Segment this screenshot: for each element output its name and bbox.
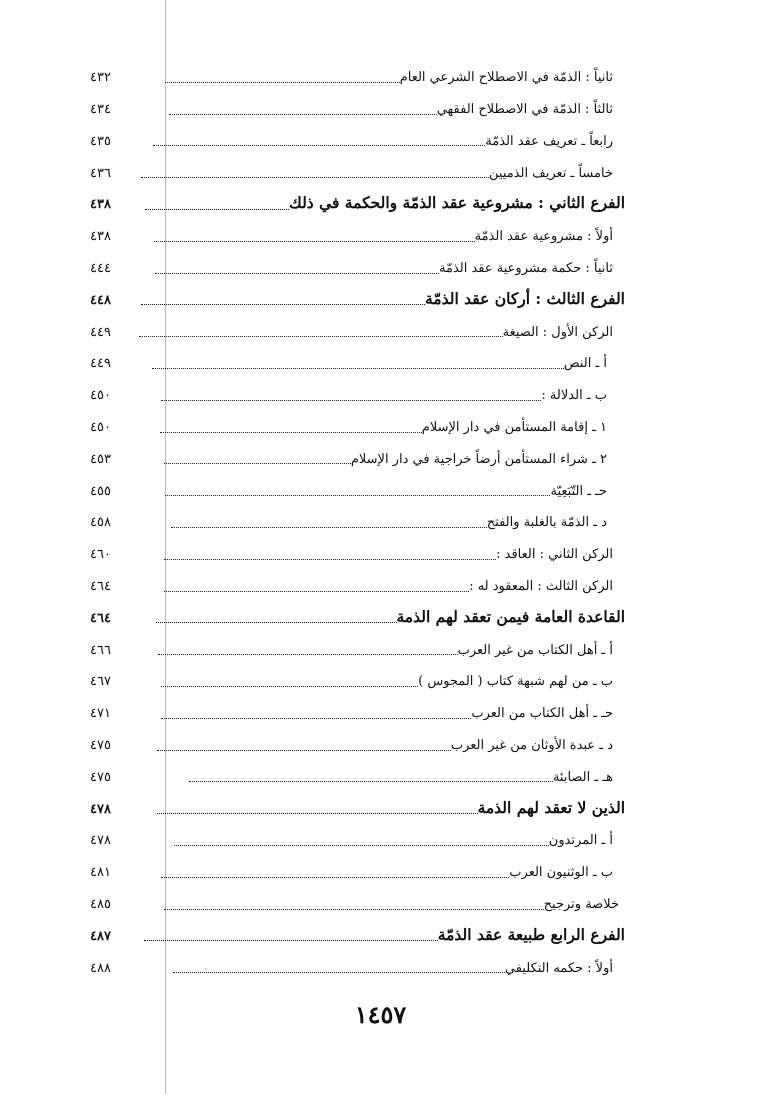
toc-entry-title: خلاصة وترجيح [543,896,619,912]
toc-leader-dots [173,972,505,973]
toc-leader-dots [164,591,469,592]
toc-entry-title: ب ـ من لهم شبهة كتاب ( المجوس ) [418,674,613,690]
toc-entry [90,60,625,92]
toc-entry [90,601,625,633]
toc-entry-page: ٤٣٨ [90,197,111,213]
toc-entry-title: الفرع الثالث : أركان عقد الذمّة [424,288,625,308]
toc-leader-dots [160,432,422,433]
toc-entry-title: حـ ـ أهل الكتاب من العرب [471,706,613,722]
toc-entry-page: ٤٣٢ [90,70,111,86]
toc-leader-dots [161,877,509,878]
toc-entry-title: ١ ـ إقامة المستأمن في دار الإسلام [421,419,607,435]
toc-entry-title: الركن الأول : الصيغة [502,324,613,340]
toc-entry-page: ٤٧٨ [90,801,111,817]
toc-entry-page: ٤٥٨ [90,515,111,531]
toc-leader-dots [161,400,541,401]
toc-entry [90,505,625,537]
toc-leader-dots [141,177,489,178]
toc-entry-page: ٤٥٥ [90,483,111,499]
toc-leader-dots [161,686,418,687]
toc-entry-title: الفرع الرابع طبيعة عقد الذمّة [437,924,625,944]
toc-entry [90,919,625,951]
toc-entry-page: ٤٣٨ [90,229,111,245]
toc-leader-dots [169,114,437,115]
toc-entry [90,569,625,601]
toc-entry-page: ٤٣٤ [90,102,111,117]
toc-entry [90,187,625,219]
toc-entry [90,219,625,251]
toc-leader-dots [139,336,503,337]
toc-entry-title: القاعدة العامة فيمن تعقد لهم الذمة [396,606,625,626]
toc-leader-dots [155,273,439,274]
toc-entry-title: خامساً ـ تعريف الذميين [489,165,613,181]
toc-leader-dots [161,718,471,719]
toc-leader-dots [145,209,289,210]
toc-entry-title: الركن الثالث : المعقود له : [469,578,613,594]
toc-entry-title: ٢ ـ شراء المستأمن أرضاً خراجية في دار الإسلام [350,451,607,467]
toc-entry-title: ثانياً : حكمة مشروعية عقد الذمّة [439,260,613,276]
toc-entry-page: ٤٦٠ [90,547,111,563]
toc-entry [90,410,625,442]
toc-entry [90,823,625,855]
toc-entry-page: ٤٦٤ [90,578,111,594]
toc-entry-page: ٤٨٥ [90,896,111,912]
toc-leader-dots [165,82,400,83]
toc-leader-dots [174,845,549,846]
toc-entry [90,473,625,505]
toc-entry-title: د ـ الذمّة بالغلبة والفتح [486,515,607,531]
toc-entry [90,887,625,919]
toc-entry-title: الركن الثاني : العاقد : [496,547,613,563]
toc-leader-dots [156,622,397,623]
toc-entry-title: هـ ـ الصابئة [552,769,613,785]
toc-leader-dots [189,781,553,782]
toc-leader-dots [157,813,478,814]
toc-entry-page: ٤٨١ [90,865,111,881]
toc-entry-title: ثانياً : الذمّة في الاصطلاح الشرعي العام [399,70,613,86]
table-of-contents [90,60,625,982]
toc-leader-dots [141,304,425,305]
page-number: ١٤٥٧ [354,1000,407,1029]
toc-entry-page: ٤٤٩ [90,324,111,340]
toc-entry [90,855,625,887]
toc-leader-dots [164,909,544,910]
toc-entry-page: ٤٨٨ [90,960,111,976]
toc-entry-title: أولاً : حكمه التكليفي [504,960,613,976]
toc-entry [90,791,625,823]
toc-entry-title: أولاً : مشروعية عقد الذمّة [474,229,613,245]
toc-entry [90,378,625,410]
toc-entry [90,950,625,982]
toc-entry [90,314,625,346]
toc-entry-page: ٤٦٦ [90,642,111,658]
toc-entry [90,155,625,187]
toc-entry-page: ٤٣٦ [90,165,111,181]
toc-leader-dots [154,241,475,242]
toc-leader-dots [158,654,458,655]
toc-entry-page: ٤٧٨ [90,833,111,849]
toc-entry [90,92,625,124]
toc-entry-page: ٤٦٤ [90,610,111,626]
toc-entry [90,760,625,792]
toc-entry [90,442,625,474]
toc-leader-dots [157,750,451,751]
toc-entry-title: الذين لا تعقد لهم الذمة [477,797,625,817]
toc-entry-title: ب ـ الدلالة : [541,388,607,404]
toc-entry [90,728,625,760]
toc-entry-page: ٤٤٩ [90,356,111,372]
toc-entry [90,283,625,315]
toc-leader-dots [152,368,564,369]
toc-entry [90,537,625,569]
toc-leader-dots [165,495,550,496]
toc-entry [90,632,625,664]
toc-entry [90,251,625,283]
toc-entry-title: أ ـ المرتدون [548,833,613,849]
toc-entry-page: ٤٤٨ [90,292,111,308]
toc-entry-title: حـ ـ التّبَعِيّة [550,483,607,499]
toc-entry-title: ب ـ الوثنيون العرب [509,865,613,881]
toc-entry-page: ٤٥٠ [90,388,111,404]
toc-entry-title: أ ـ أهل الكتاب من غير العرب [457,642,613,658]
toc-entry-page: ٤٣٥ [90,133,111,149]
toc-entry [90,124,625,156]
toc-entry [90,664,625,696]
toc-entry-page: ٤٥٠ [90,419,111,435]
toc-entry-page: ٤٧٥ [90,737,111,753]
toc-entry [90,346,625,378]
toc-leader-dots [153,145,485,146]
toc-entry-page: ٤٥٣ [90,451,111,467]
toc-entry-page: ٤٦٧ [90,674,111,690]
toc-entry-title: ثالثاً : الذمّة في الاصطلاح الفقهي [436,102,613,117]
toc-entry-title: رابعاً ـ تعريف عقد الذمّة [485,133,613,149]
toc-entry [90,696,625,728]
toc-leader-dots [171,527,487,528]
toc-entry-title: د ـ عبدة الأوثان من غير العرب [450,737,613,753]
toc-leader-dots [164,463,351,464]
toc-leader-dots [164,559,496,560]
toc-entry-title: أ ـ النص [563,356,607,372]
toc-entry-title: الفرع الثاني : مشروعية عقد الذمّة والحكمة في ذلك [289,193,625,213]
toc-entry-page: ٤٨٧ [90,928,111,944]
toc-entry-page: ٤٧٥ [90,769,111,785]
toc-entry-page: ٤٤٤ [90,260,111,276]
toc-entry-page: ٤٧١ [90,706,111,722]
toc-leader-dots [144,940,438,941]
